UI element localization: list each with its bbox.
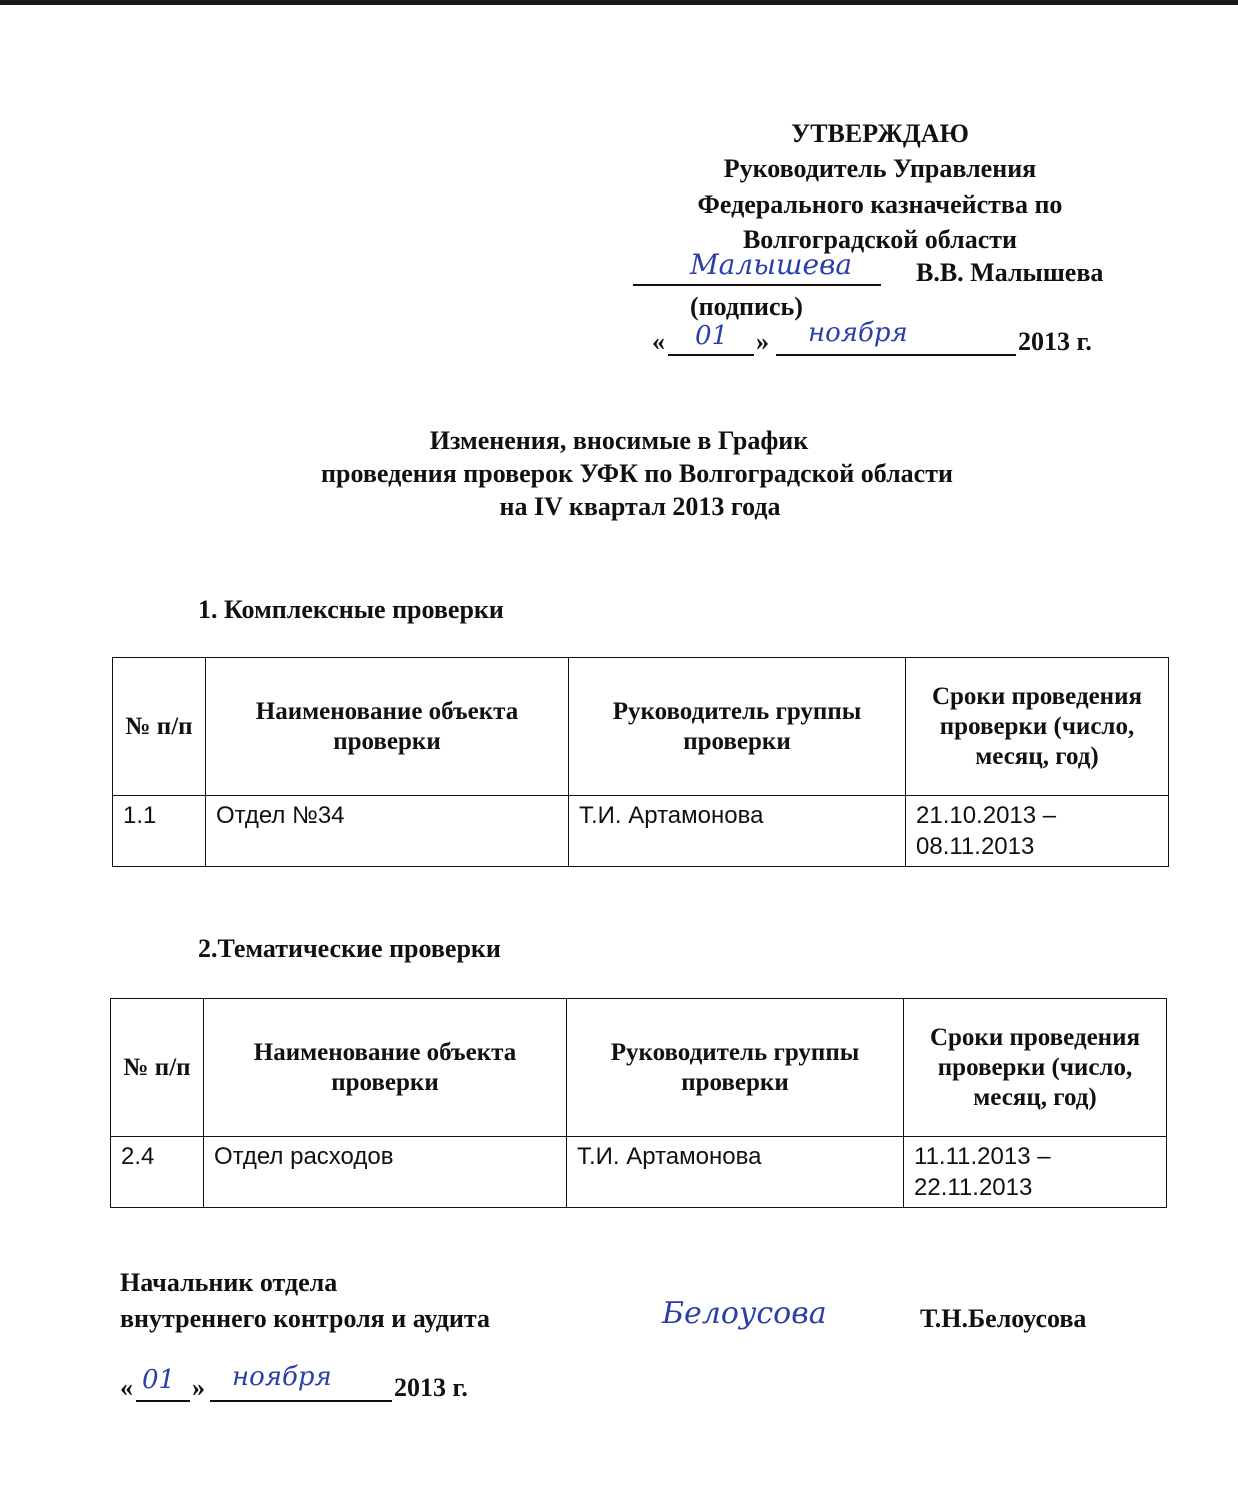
date-month: ноября <box>808 318 908 348</box>
title-line3: на IV квартал 2013 года <box>499 492 781 521</box>
date-open-quote: « <box>120 1373 133 1402</box>
month-line <box>210 1400 392 1402</box>
signature-caption: (подпись) <box>690 292 803 321</box>
approval-position-line2: Федерального казначейства по <box>697 190 1063 219</box>
col-header-period: Сроки проведения проверки (число, месяц, год) <box>906 658 1169 796</box>
cell-number: 2.4 <box>111 1137 204 1208</box>
section1-table <box>112 657 1169 867</box>
scan-top-edge <box>0 0 1238 5</box>
date-year: 2013 г. <box>394 1373 468 1402</box>
cell-period: 11.11.2013 – 22.11.2013 <box>904 1137 1167 1208</box>
col-header-object: Наименование объекта проверки <box>204 999 567 1137</box>
cell-object: Отдел №34 <box>206 796 569 867</box>
date-close-quote: » <box>192 1373 205 1402</box>
col-header-leader: Руководитель группы проверки <box>567 999 904 1137</box>
table-row <box>111 1137 1167 1208</box>
date-month: ноября <box>232 1362 332 1392</box>
approval-position-line1: Руководитель Управления <box>723 154 1037 183</box>
month-line <box>776 354 1016 356</box>
col-header-number: № п/п <box>113 658 206 796</box>
cell-leader: Т.И. Артамонова <box>567 1137 904 1208</box>
table-header-row <box>111 999 1167 1137</box>
col-header-object: Наименование объекта проверки <box>206 658 569 796</box>
cell-object: Отдел расходов <box>204 1137 567 1208</box>
date-day: 01 <box>695 321 729 351</box>
approval-title: УТВЕРЖДАЮ <box>791 119 969 148</box>
signature-line <box>633 284 881 286</box>
approval-position-line3: Волгоградской области <box>742 225 1018 254</box>
cell-number: 1.1 <box>113 796 206 867</box>
date-day: 01 <box>142 1365 176 1395</box>
table-header-row <box>113 658 1169 796</box>
approval-signatory: В.В. Малышева <box>916 258 1104 287</box>
section1-heading: 1. Комплексные проверки <box>198 595 504 624</box>
title-line2: проведения проверок УФК по Волгоградской области <box>321 459 953 488</box>
footer-position-line2: внутреннего контроля и аудита <box>120 1304 490 1333</box>
day-line <box>668 354 754 356</box>
col-header-leader: Руководитель группы проверки <box>569 658 906 796</box>
cell-period: 21.10.2013 – 08.11.2013 <box>906 796 1169 867</box>
section2-table <box>110 998 1167 1208</box>
approval-signature: Малышева <box>690 248 853 281</box>
date-close-quote: » <box>756 327 769 356</box>
cell-leader: Т.И. Артамонова <box>569 796 906 867</box>
footer-position-line1: Начальник отдела <box>120 1268 338 1297</box>
title-line1: Изменения, вносимые в График <box>429 426 809 455</box>
footer-signature: Белоусова <box>662 1296 827 1331</box>
col-header-period: Сроки проведения проверки (число, месяц, год) <box>904 999 1167 1137</box>
col-header-number: № п/п <box>111 999 204 1137</box>
section2-heading: 2.Тематические проверки <box>198 934 501 963</box>
date-year: 2013 г. <box>1018 327 1092 356</box>
date-open-quote: « <box>652 327 665 356</box>
table-row <box>113 796 1169 867</box>
footer-signatory: Т.Н.Белоусова <box>920 1304 1087 1333</box>
day-line <box>136 1400 190 1402</box>
